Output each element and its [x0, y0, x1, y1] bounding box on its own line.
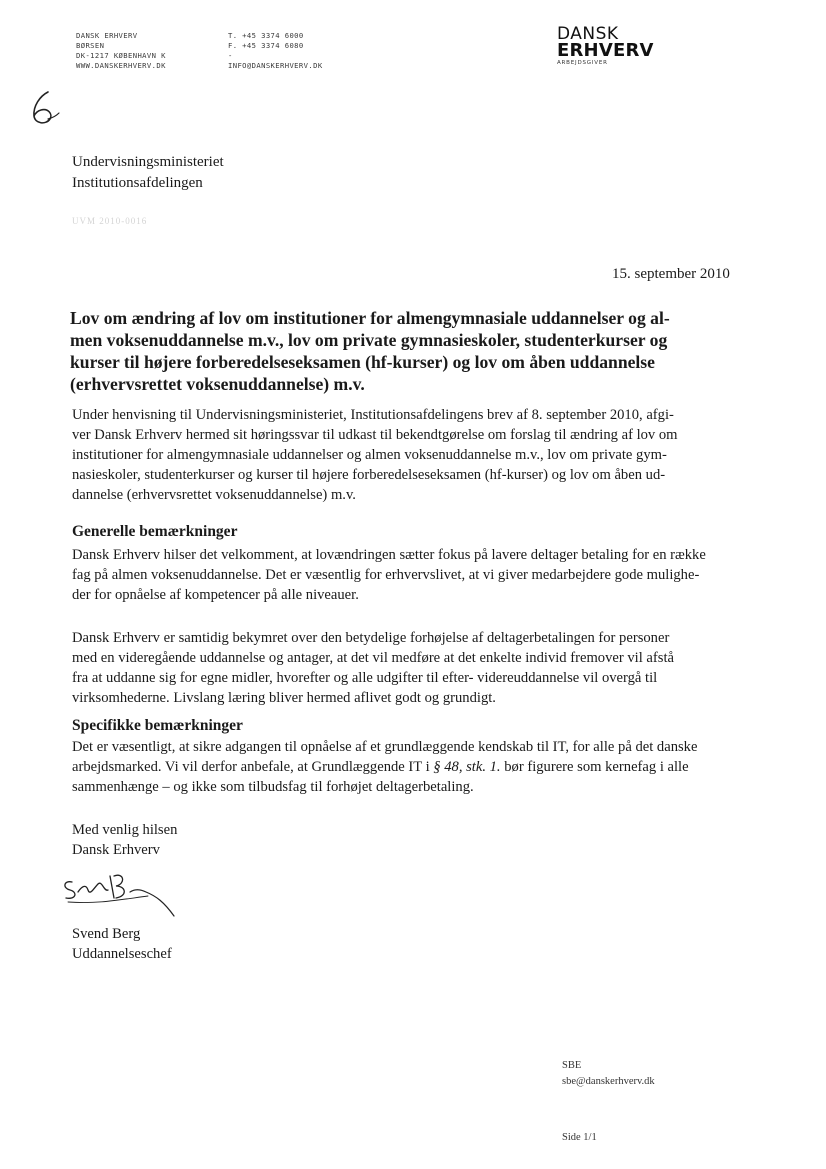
logo-line2: ERHVERV — [557, 40, 654, 61]
section-heading-general: Generelle bemærkninger — [72, 523, 238, 540]
sender-building: BØRSEN — [76, 41, 105, 50]
general-remarks-paragraph-2 — [72, 628, 762, 708]
closing-greeting: Med venlig hilsen — [72, 822, 178, 838]
legal-reference: § 48, stk. 1. — [433, 759, 501, 775]
title-line: men voksenuddannelse m.v., lov om private gymnasieskoler, studenterkurser og — [70, 330, 668, 350]
sender-email: INFO@DANSKERHVERV.DK — [228, 61, 323, 70]
paragraph-line: ver Dansk Erhverv hermed sit høringssvar til udkast til bekendtgørelse om forslag til ændring af lov om — [72, 427, 678, 443]
footer-contact — [562, 1058, 655, 1090]
paragraph-line: dannelse (erhvervsrettet voksenuddannelse) m.v. — [72, 487, 356, 503]
signer-block — [72, 924, 172, 964]
closing-organisation: Dansk Erhverv — [72, 842, 160, 858]
handwritten-signature — [58, 862, 188, 924]
paragraph-text: arbejdsmarked. Vi vil derfor anbefale, at Grundlæggende IT i — [72, 759, 434, 775]
signer-name: Svend Berg — [72, 926, 141, 942]
closing-block — [72, 820, 177, 860]
handwritten-number-annotation — [28, 88, 62, 128]
recipient-address — [72, 152, 224, 194]
recipient-ministry: Undervisningsministeriet — [72, 154, 224, 170]
paragraph-line: virksomhederne. Livslang læring bliver hermed aflivet godt og grundigt. — [72, 690, 496, 706]
paragraph-line: institutioner for almengymnasiale uddannelser og almen voksenuddannelse m.v., lov om private gym- — [72, 447, 667, 463]
sender-company: DANSK ERHVERV — [76, 31, 138, 40]
company-logo — [557, 24, 654, 67]
title-line: (erhvervsrettet voksenuddannelse) m.v. — [70, 374, 365, 394]
intro-paragraph — [72, 405, 762, 505]
paragraph-text: bør figurere som kernefag i alle — [500, 759, 689, 775]
footer-email: sbe@danskerhverv.dk — [562, 1076, 655, 1087]
sender-contact-dash: - — [228, 51, 233, 60]
paragraph-line: Dansk Erhverv er samtidig bekymret over den betydelige forhøjelse af deltagerbetalingen for personer — [72, 630, 670, 646]
footer-initials: SBE — [562, 1060, 582, 1071]
paragraph-line: fag på almen voksenuddannelse. Det er væsentlig for erhvervslivet, at vi giver medarbejdere gode mulighe- — [72, 567, 700, 583]
sender-contact — [228, 31, 323, 71]
sender-website: WWW.DANSKERHVERV.DK — [76, 61, 166, 70]
paragraph-line: sammenhænge – og ikke som tilbudsfag til forhøjet deltagerbetaling. — [72, 779, 474, 795]
letter-title — [70, 307, 760, 395]
title-line: kurser til højere forberedelseseksamen (hf-kurser) og lov om åben uddannelse — [70, 352, 655, 372]
paragraph-line: nasieskoler, studenterkurser og kurser til højere forberedelseseksamen (hf-kurser) og lov om åben ud- — [72, 467, 666, 483]
sender-fax: F. +45 3374 6080 — [228, 41, 304, 50]
sender-phone: T. +45 3374 6000 — [228, 31, 304, 40]
general-remarks-paragraph-1 — [72, 545, 762, 605]
paragraph-line: Under henvisning til Undervisningsministeriet, Institutionsafdelingens brev af 8. september 2010, afgi- — [72, 407, 674, 423]
title-line: Lov om ændring af lov om institutioner for almengymnasiale uddannelser og al- — [70, 308, 670, 328]
paragraph-line: der for opnåelse af kompetencer på alle niveauer. — [72, 587, 359, 603]
letter-date: 15. september 2010 — [612, 266, 730, 282]
paragraph-line: Dansk Erhverv hilser det velkomment, at lovændringen sætter fokus på lavere deltager betaling for en række — [72, 547, 706, 563]
paragraph-line: fra at uddanne sig for egne midler, hvorefter og alle udgifter til efter- videreuddannelse vil overgå til — [72, 670, 658, 686]
specific-remarks-paragraph — [72, 737, 762, 797]
faint-reference-stamp: UVM 2010-0016 — [72, 216, 148, 226]
signer-role: Uddannelseschef — [72, 946, 172, 962]
paragraph-line: Det er væsentligt, at sikre adgangen til opnåelse af et grundlæggende kendskab til IT, for alle på det danske — [72, 739, 698, 755]
recipient-department: Institutionsafdelingen — [72, 175, 203, 191]
paragraph-line: med en videregående uddannelse og antager, at det vil medføre at det enkelte individ fremover vil afstå — [72, 650, 674, 666]
logo-line1: DANSK — [557, 24, 619, 44]
sender-address — [76, 31, 166, 71]
section-heading-specific: Specifikke bemærkninger — [72, 717, 243, 734]
paragraph-line — [72, 757, 762, 777]
sender-postcode: DK-1217 KØBENHAVN K — [76, 51, 166, 60]
logo-tagline: ARBEJDSGIVER — [557, 60, 608, 66]
page-number: Side 1/1 — [562, 1132, 597, 1143]
